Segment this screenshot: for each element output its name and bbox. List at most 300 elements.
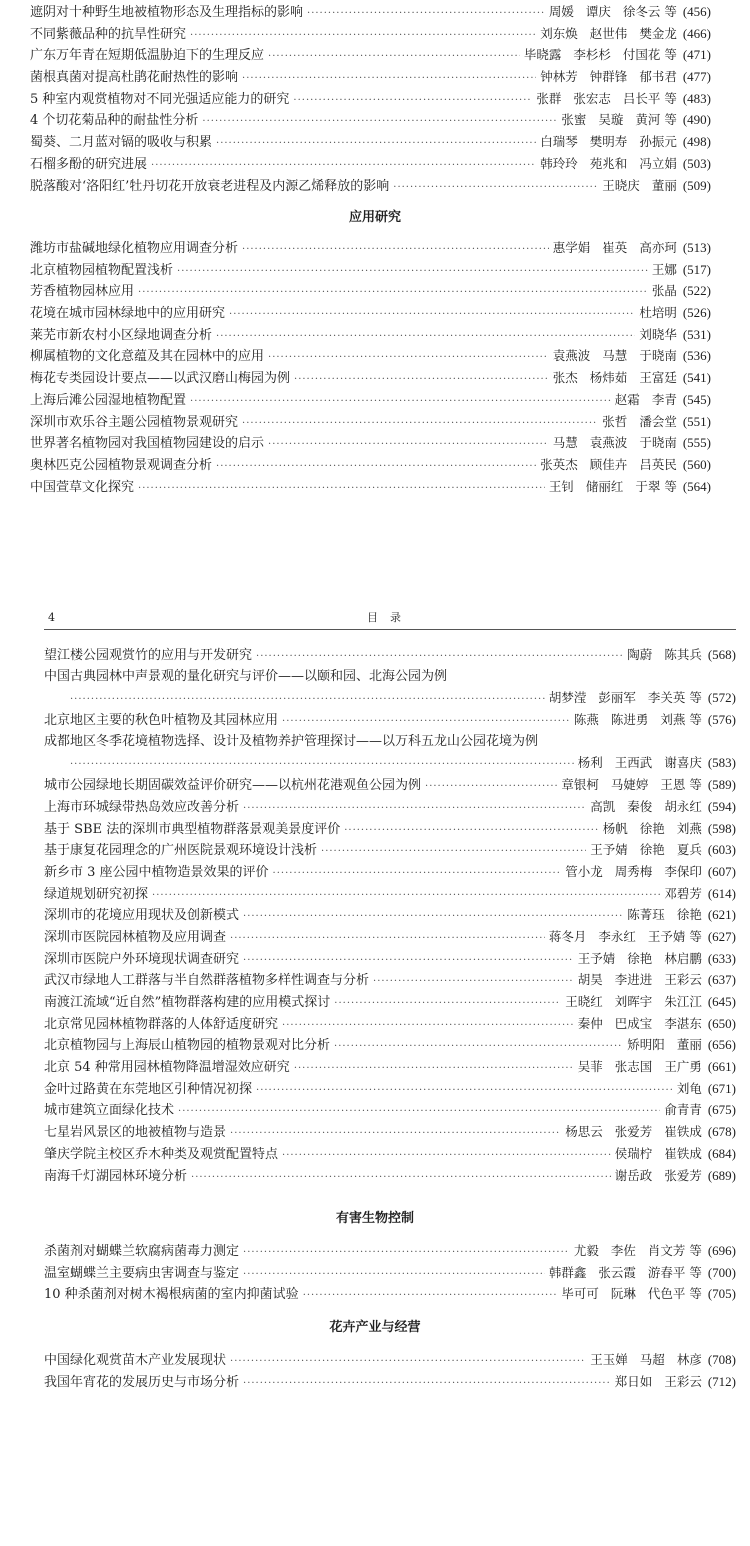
dot-leader — [70, 689, 545, 711]
author-name: 杨思云 — [565, 1124, 603, 1140]
author-name: 孙振元 — [639, 134, 677, 150]
entry-authors — [615, 1143, 702, 1165]
entry-authors — [627, 1034, 702, 1056]
author-name: 王娜 — [651, 261, 677, 277]
author-name: 董丽 — [651, 177, 677, 193]
toc-entry[interactable] — [30, 131, 711, 153]
entry-page-number: (708) — [707, 1352, 736, 1367]
author-name: 刘东焕 — [540, 25, 578, 41]
toc-entry-continuation[interactable] — [44, 752, 736, 774]
entry-title: 基于 SBE 法的深圳市典型植物群落景观美景度评价 — [44, 821, 341, 837]
dot-leader — [293, 90, 532, 112]
toc-entry[interactable] — [30, 454, 711, 476]
toc-list-application — [30, 237, 711, 497]
toc-entry[interactable] — [30, 259, 711, 281]
entry-page-number: (700) — [707, 1264, 736, 1280]
entry-page-number: (555) — [682, 435, 711, 451]
dot-leader — [229, 304, 635, 326]
author-name: 徐艳 — [639, 842, 665, 858]
toc-entry[interactable] — [44, 1013, 736, 1035]
author-name: 崔铁成 — [664, 1124, 702, 1140]
author-name: 陶蔚 — [627, 647, 653, 662]
entry-page-number: (456) — [682, 4, 711, 19]
entry-authors — [540, 454, 677, 476]
entry-page-number: (614) — [707, 885, 736, 901]
toc-entry[interactable] — [44, 883, 736, 905]
entry-title: 北京植物园与上海辰山植物园的植物景观对比分析 — [44, 1038, 331, 1054]
toc-entry[interactable] — [30, 476, 711, 498]
toc-entry[interactable] — [44, 666, 736, 688]
author-name: 周秀梅 — [614, 863, 653, 879]
entry-authors — [664, 883, 702, 905]
author-name: 张蜜 — [561, 112, 587, 128]
entry-title: 柳属植物的文化意蕴及其在园林中的应用 — [30, 349, 265, 365]
author-name: 毕晓露 — [523, 47, 562, 63]
author-name: 潘会堂 — [639, 413, 677, 429]
entry-authors — [553, 345, 677, 367]
author-name: 杨炜茹 — [589, 370, 628, 386]
author-name: 胡梦滢 — [548, 690, 587, 706]
entry-page-number: (477) — [682, 69, 711, 85]
entry-title: 莱芜市新农村小区绿地调查分析 — [30, 327, 213, 343]
author-name: 李青 — [651, 391, 677, 407]
entry-title: 城市建筑立面绿化技术 — [44, 1103, 175, 1119]
author-name: 吴菲 — [577, 1059, 603, 1075]
toc-entry[interactable] — [30, 66, 711, 88]
entry-title: 脱落酸对‘洛阳红’牡丹切花开放衰老进程及内源乙烯释放的影响 — [30, 178, 390, 194]
toc-entry[interactable] — [30, 302, 711, 324]
entry-title: 遮阴对十种野生地被植物形态及生理指标的影响 — [30, 5, 304, 20]
section-heading-application: 应用研究 — [348, 210, 401, 225]
entry-page-number: (490) — [682, 112, 711, 128]
entry-title: 4 个切花菊品种的耐盐性分析 — [30, 113, 199, 129]
entry-title: 武汉市绿地人工群落与半自然群落植物多样性调查与分析 — [44, 973, 370, 989]
author-name: 王彩云 — [664, 1373, 702, 1389]
toc-entry[interactable] — [44, 1240, 736, 1262]
toc-entry[interactable] — [44, 991, 736, 1013]
entry-page-number: (689) — [707, 1167, 736, 1183]
dot-leader — [425, 776, 557, 798]
entry-authors — [524, 44, 677, 66]
entry-authors — [574, 709, 702, 731]
toc-entry[interactable] — [44, 644, 736, 666]
author-name: 王晓红 — [565, 994, 603, 1009]
entry-page-number: (564) — [682, 478, 711, 494]
toc-entry[interactable] — [30, 389, 711, 411]
author-name: 蒋冬月 — [548, 928, 587, 944]
dot-leader — [373, 971, 574, 993]
toc-entry[interactable] — [44, 1283, 736, 1305]
entry-page-number: (598) — [707, 820, 736, 836]
toc-entry[interactable] — [30, 109, 711, 131]
dot-leader — [321, 841, 586, 863]
author-name: 王予婧 — [590, 842, 628, 858]
author-name: 胡昊 — [577, 972, 603, 988]
dot-leader — [243, 1242, 570, 1264]
entry-title: 北京植物园植物配置浅析 — [30, 262, 174, 278]
entry-title: 我国年宵花的发展历史与市场分析 — [44, 1374, 240, 1390]
author-name: 高亦珂 — [639, 240, 677, 255]
entry-page-number: (684) — [707, 1145, 736, 1161]
entry-authors — [565, 991, 702, 1013]
entry-authors — [639, 324, 677, 346]
entry-page-number: (551) — [682, 413, 711, 429]
entry-title: 菌根真菌对提高杜鹃花耐热性的影响 — [30, 70, 239, 86]
author-name: 马超 — [639, 1352, 665, 1367]
entry-title: 七星岩风景区的地被植物与造景 — [44, 1125, 227, 1141]
entry-authors — [540, 153, 677, 175]
toc-entry[interactable] — [44, 1165, 736, 1187]
entry-authors — [540, 66, 677, 88]
author-name: 林彦 — [676, 1352, 702, 1367]
entry-title: 上海后滩公园湿地植物配置 — [30, 392, 187, 408]
entry-title: 北京地区主要的秋色叶植物及其园林应用 — [44, 713, 279, 729]
entry-title: 芳香植物园林应用 — [30, 284, 135, 300]
entry-page-number: (594) — [707, 798, 736, 814]
author-name: 崔铁成 — [664, 1145, 702, 1161]
author-name: 白瑞琴 — [540, 134, 578, 150]
entry-title: 梅花专类园设计要点——以武汉磨山梅园为例 — [30, 371, 291, 387]
toc-entry[interactable] — [44, 818, 736, 840]
dot-leader — [152, 885, 660, 907]
author-name: 袁燕波 — [589, 435, 628, 451]
author-name: 吴璇 — [598, 112, 624, 128]
entry-page-number: (522) — [682, 283, 711, 299]
toc-entry[interactable] — [30, 432, 711, 454]
toc-entry[interactable] — [30, 1, 711, 23]
entry-authors — [652, 280, 677, 302]
dot-leader — [243, 1264, 545, 1286]
author-name: 张晶 — [651, 283, 677, 299]
author-name: 林启鹏 — [664, 950, 702, 966]
entry-page-number: (517) — [682, 261, 711, 277]
author-name: 郑日如 — [614, 1373, 653, 1389]
entry-page-number: (633) — [707, 950, 736, 966]
author-name: 胡永红 — [664, 798, 702, 814]
toc-entry[interactable] — [44, 796, 736, 818]
dot-leader — [243, 1373, 611, 1395]
toc-entry[interactable] — [44, 1099, 736, 1121]
author-name: 刘燕 — [676, 820, 702, 836]
entry-page-number: (576) — [707, 712, 736, 728]
entry-title: 5 种室内观赏植物对不同光强适应能力的研究 — [30, 91, 290, 107]
author-name: 王予婧 等 — [647, 928, 702, 944]
author-name: 马慧 — [552, 435, 578, 451]
toc-entry[interactable] — [44, 926, 736, 948]
toc-entry[interactable] — [30, 280, 711, 302]
entry-title: 花境在城市园林绿地中的应用研究 — [30, 306, 226, 322]
toc-entry[interactable] — [30, 23, 711, 45]
author-name: 周媛 — [548, 4, 574, 19]
author-name: 王予婧 — [577, 950, 616, 966]
toc-entry[interactable] — [44, 1371, 736, 1393]
author-name: 王玉婵 — [590, 1352, 628, 1367]
entry-authors — [578, 1013, 702, 1035]
author-name: 于晓南 — [639, 348, 677, 364]
toc-entry[interactable] — [30, 345, 711, 367]
dot-leader — [177, 261, 648, 283]
author-name: 谢喜庆 — [664, 755, 702, 771]
entry-authors — [627, 904, 702, 926]
entry-page-number: (589) — [707, 777, 736, 793]
entry-authors — [590, 1349, 702, 1371]
toc-entry[interactable] — [44, 1056, 736, 1078]
dot-leader — [344, 820, 599, 842]
entry-authors — [590, 796, 702, 818]
author-name: 张云霞 — [598, 1264, 636, 1280]
toc-entry[interactable] — [44, 1349, 736, 1371]
author-name: 邓碧芳 — [664, 885, 702, 901]
running-title: 目录 — [367, 611, 413, 624]
toc-list-industry — [44, 1349, 736, 1392]
entry-title: 南渡江流域“近自然”植物群落构建的应用模式探讨 — [44, 995, 331, 1010]
entry-page-number: (637) — [707, 972, 736, 988]
author-name: 张杰 — [552, 370, 578, 386]
entry-authors — [664, 1099, 702, 1121]
entry-title: 绿道规划研究初探 — [44, 886, 149, 902]
toc-entry[interactable] — [30, 153, 711, 175]
dot-leader — [230, 928, 545, 950]
entry-page-number: (607) — [707, 863, 736, 879]
author-name: 王恩 等 — [660, 777, 702, 793]
entry-page-number: (483) — [682, 90, 711, 106]
author-name: 巴成宝 — [614, 1015, 653, 1031]
author-name: 阮琳 — [610, 1286, 636, 1302]
entry-title: 肇庆学院主校区乔木种类及观赏配置特点 — [44, 1146, 279, 1162]
toc-entry[interactable] — [30, 411, 711, 433]
dot-leader — [70, 754, 574, 776]
dot-leader — [178, 1101, 660, 1123]
author-name: 管小龙 — [565, 863, 603, 879]
entry-title: 杀菌剂对蝴蝶兰软腐病菌毒力测定 — [44, 1244, 240, 1259]
author-name: 徐艳 — [639, 820, 665, 836]
entry-title: 石榴多酚的研究进展 — [30, 156, 148, 172]
author-name: 马婕婷 — [610, 777, 649, 793]
author-name: 吕长平 等 — [622, 90, 677, 106]
author-name: 吕英民 — [639, 456, 677, 472]
author-name: 毕可可 — [561, 1286, 599, 1302]
author-name: 张英杰 — [540, 456, 578, 472]
author-name: 马慧 — [602, 348, 628, 364]
toc-entry[interactable] — [44, 969, 736, 991]
author-name: 杜培明 — [639, 305, 677, 321]
entry-authors — [602, 411, 677, 433]
author-name: 赵世伟 — [589, 25, 628, 41]
toc-entry[interactable] — [44, 839, 736, 861]
toc-entry[interactable] — [44, 1078, 736, 1100]
toc-entry[interactable] — [44, 1121, 736, 1143]
toc-entry[interactable] — [44, 774, 736, 796]
dot-leader — [242, 68, 536, 90]
toc-entry[interactable] — [30, 175, 711, 197]
entry-page-number: (671) — [707, 1080, 736, 1096]
entry-page-number: (656) — [707, 1037, 736, 1053]
entry-title: 上海市环城绿带热岛效应改善分析 — [44, 799, 240, 815]
author-name: 秦仲 — [577, 1015, 603, 1031]
toc-entry[interactable] — [30, 324, 711, 346]
entry-title: 深圳市医院园林植物及应用调查 — [44, 929, 227, 945]
entry-title: 世界著名植物园对我国植物园建设的启示 — [30, 436, 265, 452]
author-name: 黄河 等 — [635, 112, 677, 128]
dot-leader — [230, 1123, 561, 1145]
entry-page-number: (645) — [707, 994, 736, 1009]
author-name: 徐冬云 等 — [622, 4, 677, 19]
entry-title: 广东万年青在短期低温胁迫下的生理反应 — [30, 48, 265, 64]
entry-title: 中国萱草文化探究 — [30, 479, 135, 495]
running-header — [44, 608, 736, 628]
author-name: 张爱芳 — [664, 1167, 702, 1183]
entry-authors — [549, 1262, 702, 1284]
entry-authors — [590, 839, 702, 861]
toc-entry[interactable] — [44, 948, 736, 970]
author-name: 章银柯 — [561, 777, 599, 793]
dot-leader — [216, 456, 536, 478]
dot-leader — [268, 347, 549, 369]
toc-entry[interactable] — [30, 44, 711, 66]
author-name: 俞青青 — [664, 1102, 702, 1118]
entry-title: 基于康复花园理念的广州医院景观环境设计浅析 — [44, 843, 318, 859]
entry-title: 北京 54 种常用园林植物降温增湿效应研究 — [44, 1060, 290, 1076]
toc-entry[interactable] — [30, 88, 711, 110]
author-name: 彭丽军 — [598, 690, 636, 706]
author-name: 袁燕波 — [552, 348, 591, 364]
author-name: 徐艳 — [627, 950, 653, 966]
entry-authors — [540, 23, 677, 45]
toc-entry[interactable] — [44, 1034, 736, 1056]
toc-entry[interactable] — [30, 367, 711, 389]
entry-authors — [578, 1056, 702, 1078]
entry-authors — [639, 302, 677, 324]
entry-title: 温室蝴蝶兰主要病虫害调查与鉴定 — [44, 1265, 240, 1281]
author-name: 王晓庆 — [602, 177, 640, 193]
dot-leader — [230, 1351, 586, 1373]
author-name: 韩群鑫 — [548, 1264, 587, 1280]
toc-entry[interactable] — [30, 237, 711, 259]
author-name: 矫明阳 — [627, 1037, 665, 1053]
author-name: 储丽红 — [585, 478, 624, 494]
author-name: 苑兆和 — [589, 155, 628, 171]
entry-page-number: (513) — [682, 240, 711, 255]
dot-leader — [243, 906, 623, 928]
entry-authors — [578, 948, 702, 970]
author-name: 谭庆 — [585, 4, 611, 19]
author-name: 李进进 — [614, 972, 653, 988]
entry-page-number: (471) — [682, 47, 711, 63]
entry-page-number: (627) — [707, 928, 736, 944]
author-name: 于翠 等 — [635, 478, 677, 494]
entry-authors — [652, 259, 677, 281]
author-name: 冯立娟 — [639, 155, 677, 171]
author-name: 钟林芳 — [540, 69, 578, 85]
dot-leader — [282, 1015, 574, 1037]
author-name: 惠学娟 — [552, 240, 591, 255]
toc-entry[interactable] — [44, 1143, 736, 1165]
author-name: 张宏志 — [573, 90, 611, 106]
entry-page-number: (650) — [707, 1015, 736, 1031]
entry-title: 奥林匹克公园植物景观调查分析 — [30, 457, 213, 473]
entry-authors — [553, 367, 677, 389]
dot-leader — [334, 993, 561, 1015]
toc-list-plant-physiology — [30, 1, 711, 196]
author-name: 尤毅 — [573, 1243, 599, 1258]
toc-entry[interactable] — [44, 904, 736, 926]
entry-authors — [540, 131, 677, 153]
author-name: 樊明寿 — [589, 134, 628, 150]
entry-page-number: (541) — [682, 370, 711, 386]
author-name: 钟群锋 — [589, 69, 628, 85]
author-name: 高凯 — [590, 798, 616, 814]
entry-authors — [549, 687, 702, 709]
dot-leader — [334, 1036, 623, 1058]
entry-page-number: (603) — [707, 842, 736, 858]
entry-authors — [561, 774, 702, 796]
toc-entry[interactable] — [44, 861, 736, 883]
page-number: 4 — [48, 611, 55, 624]
toc-entry[interactable] — [44, 1262, 736, 1284]
entry-page-number: (621) — [707, 907, 736, 923]
author-name: 顾佳卉 — [589, 456, 628, 472]
toc-list-pest-control — [44, 1240, 736, 1305]
author-name: 张群 — [536, 90, 562, 106]
author-name: 韩玲玲 — [540, 155, 578, 171]
author-name: 陈燕 — [573, 712, 599, 728]
dot-leader — [202, 111, 557, 133]
entry-page-number: (526) — [682, 305, 711, 321]
entry-title: 蜀葵、二月蓝对镉的吸收与积累 — [30, 135, 213, 151]
entry-page-number: (705) — [707, 1286, 736, 1302]
dot-leader — [151, 155, 536, 177]
dot-leader — [242, 239, 549, 261]
dot-leader — [138, 478, 545, 500]
author-name: 代色平 等 — [647, 1286, 702, 1302]
entry-title: 不同紫薇品种的抗旱性研究 — [30, 26, 187, 42]
author-name: 郁书君 — [639, 69, 677, 85]
author-name: 王西武 — [614, 755, 653, 771]
author-name: 李永红 — [598, 928, 636, 944]
dot-leader — [216, 326, 635, 348]
author-name: 樊金龙 — [639, 25, 677, 41]
entry-title: 中国古典园林中声景观的量化研究与评价——以颐和园、北海公园为例 — [44, 668, 448, 684]
author-name: 李湛东 — [664, 1015, 702, 1031]
author-name: 游春平 等 — [647, 1264, 702, 1280]
dot-leader — [282, 1145, 611, 1167]
dot-leader — [243, 950, 574, 972]
author-name: 李杉杉 — [573, 47, 611, 63]
entry-page-number: (509) — [682, 177, 711, 193]
entry-page-number: (661) — [707, 1059, 736, 1075]
toc-entry[interactable] — [44, 731, 736, 753]
author-name: 李佐 — [610, 1243, 636, 1258]
author-name: 张爱芳 — [614, 1124, 653, 1140]
author-name: 陈菁珏 — [627, 907, 665, 923]
author-name: 付国花 等 — [622, 47, 677, 63]
entry-page-number: (536) — [682, 348, 711, 364]
dot-leader — [243, 798, 586, 820]
entry-title: 城市公园绿地长期固碳效益评价研究——以杭州花港观鱼公园为例 — [44, 778, 422, 794]
entry-authors — [549, 1, 677, 23]
entry-authors — [549, 926, 702, 948]
toc-entry[interactable] — [44, 709, 736, 731]
entry-page-number: (568) — [707, 647, 736, 662]
author-name: 朱江江 — [664, 994, 702, 1009]
toc-entry-continuation[interactable] — [44, 687, 736, 709]
author-name: 王富廷 — [639, 370, 677, 386]
author-name: 李关英 等 — [647, 690, 702, 706]
entry-page-number: (503) — [682, 155, 711, 171]
entry-authors — [549, 476, 677, 498]
entry-authors — [627, 644, 702, 666]
entry-title: 中国绿化观赏苗木产业发展现状 — [44, 1353, 227, 1368]
